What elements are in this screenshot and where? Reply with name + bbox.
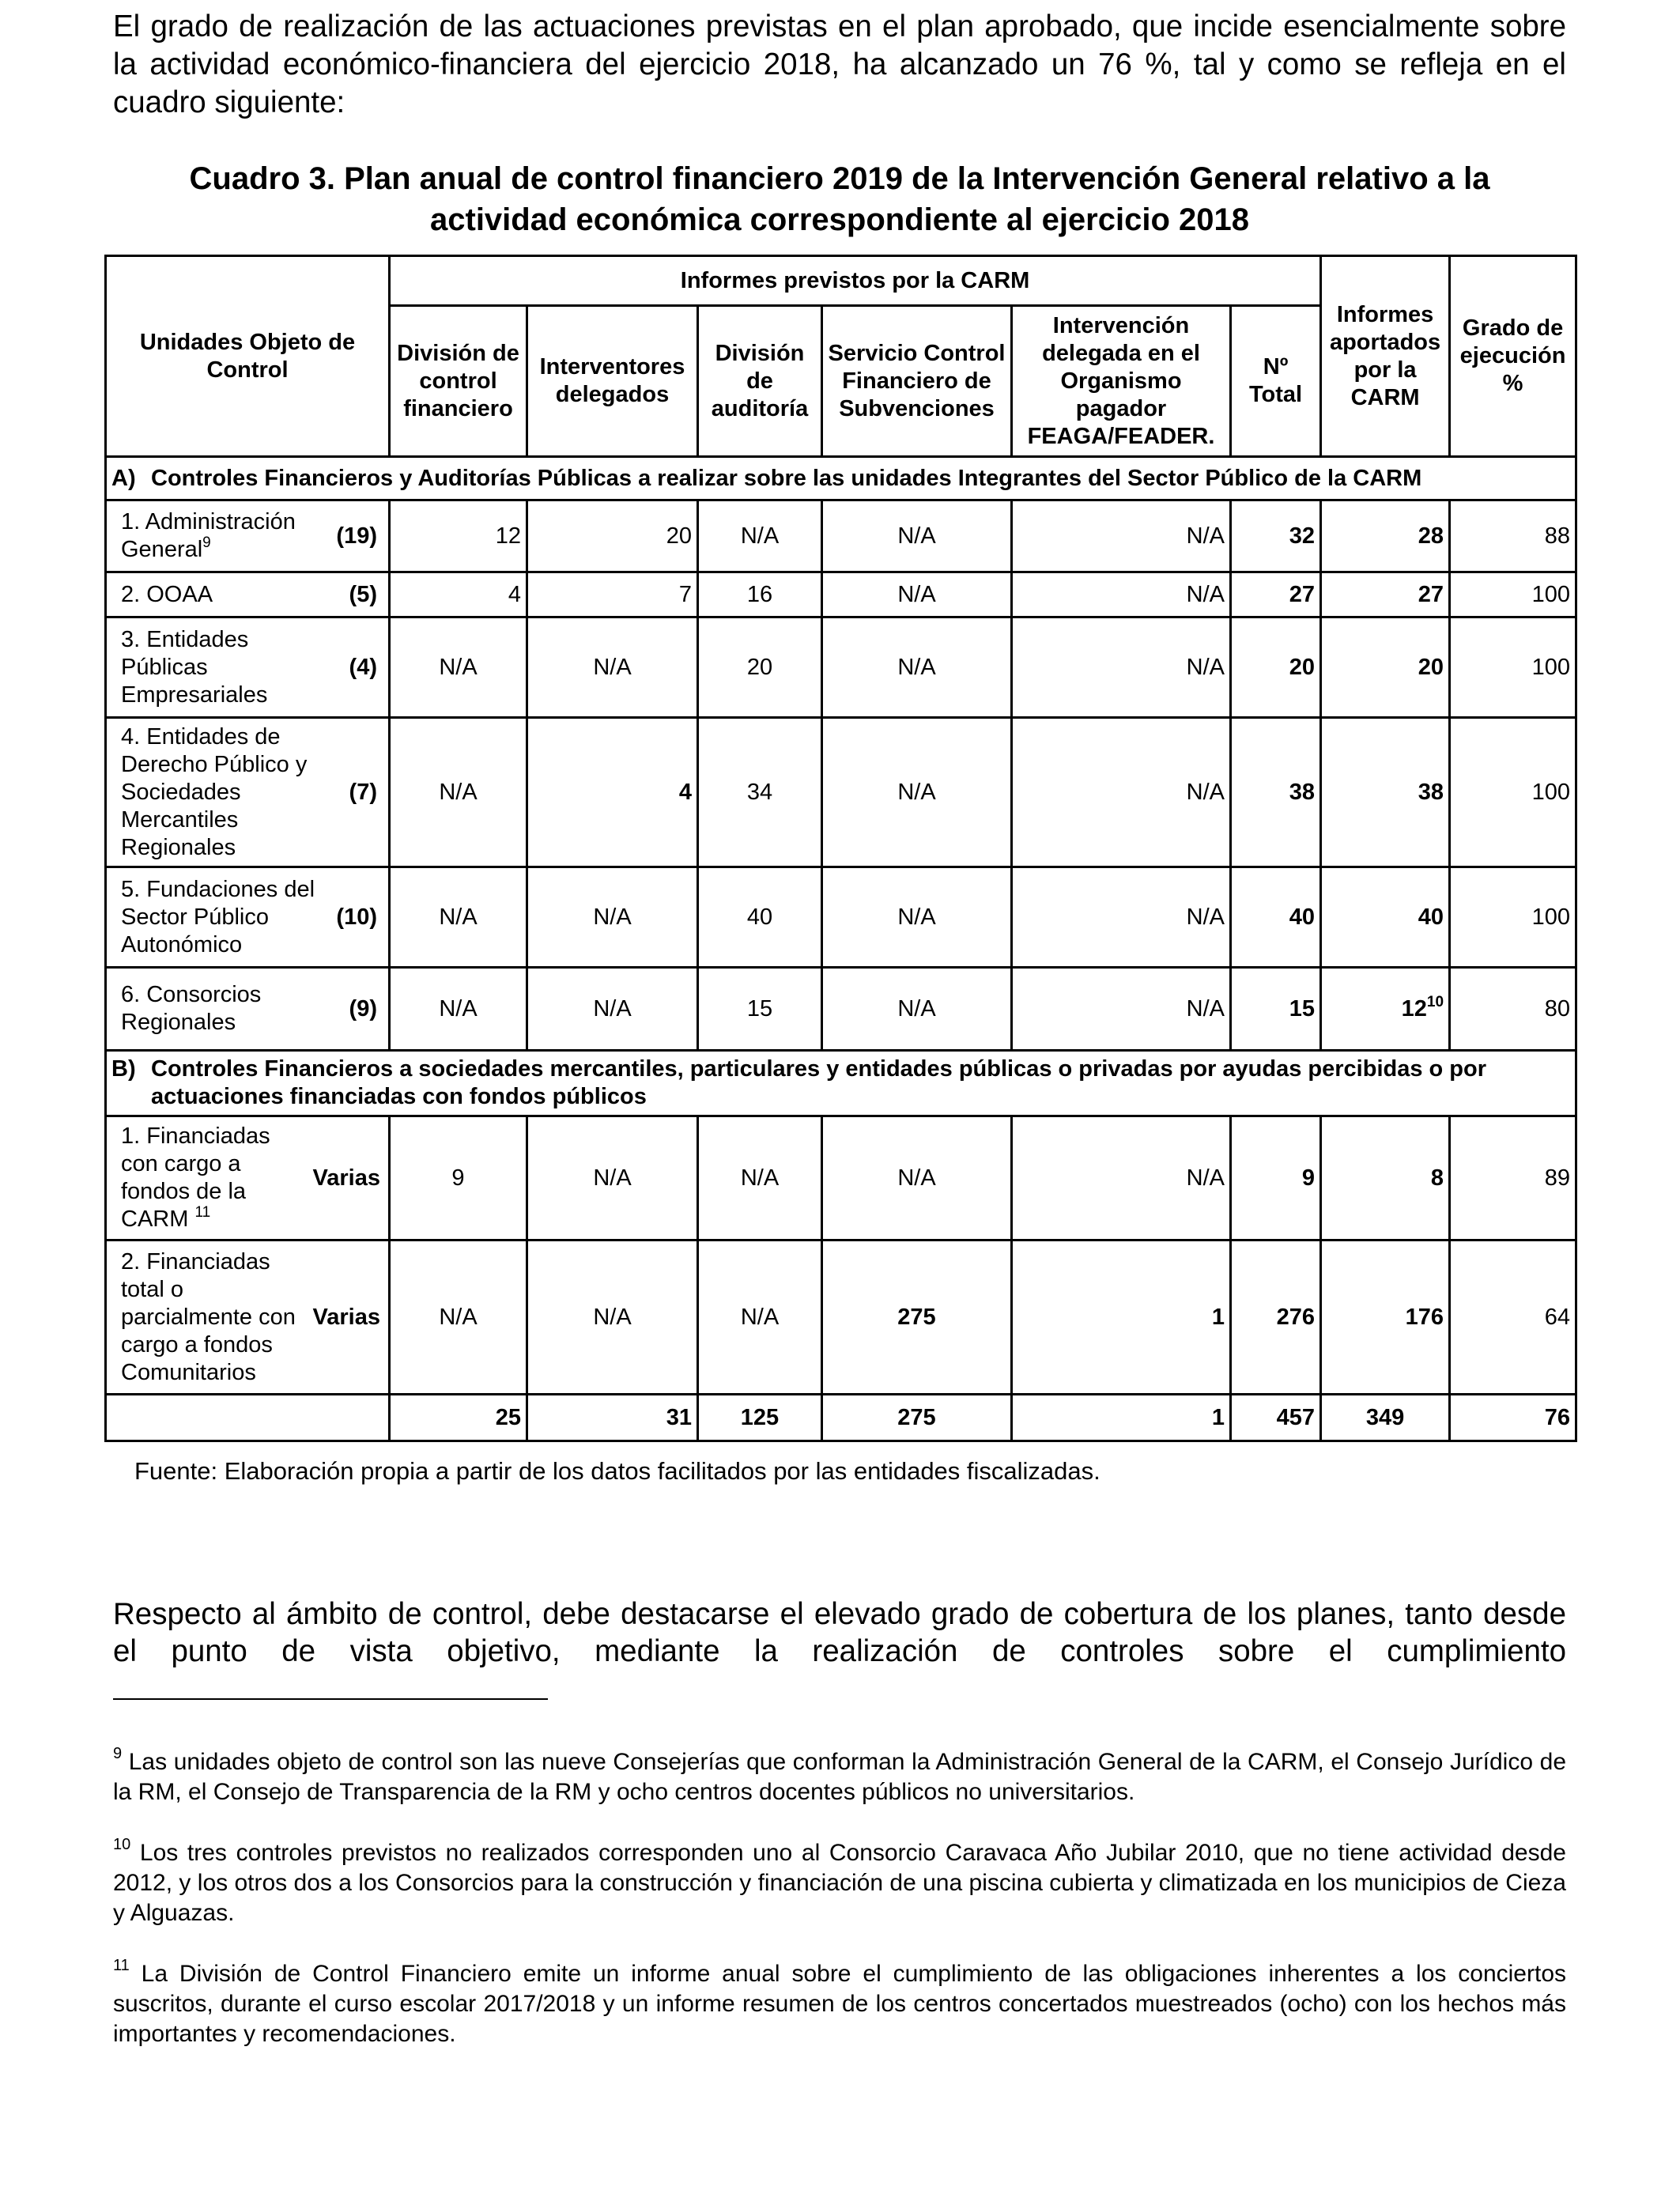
unit-name: 3. Entidades Públicas Empresariales xyxy=(121,626,268,708)
cell-division-auditoria: N/A xyxy=(698,1240,822,1395)
cell-grado: 100 xyxy=(1450,867,1576,968)
header-total: Nº Total xyxy=(1231,306,1321,457)
table-row xyxy=(106,617,1576,718)
section-a-text: Controles Financieros y Auditorías Públicas a realizar sobre las unidades Integrantes del Sector Público de la CARM xyxy=(151,465,1422,491)
unit-cell xyxy=(106,617,390,718)
caption-line-2: actividad económica correspondiente al ejercicio 2018 xyxy=(430,202,1249,237)
cell-intervencion: N/A xyxy=(1012,968,1231,1051)
unit-count: Varias xyxy=(312,1165,380,1191)
cell-grado: 88 xyxy=(1450,500,1576,572)
section-b-text: Controles Financieros a sociedades mercantiles, particulares y entidades públicas o privadas por ayudas percibidas o por actuaciones financiadas con fondos públicos xyxy=(151,1056,1487,1109)
cell-total: 20 xyxy=(1231,617,1321,718)
cell-interventores: N/A xyxy=(527,867,698,968)
cell-division-control: 12 xyxy=(390,500,527,572)
header-division-auditoria: División de auditoría xyxy=(698,306,822,457)
unit-count: (19) xyxy=(336,523,377,549)
cell-division-control: 4 xyxy=(390,572,527,617)
unit-name: 2. OOAA xyxy=(121,581,213,607)
footnote-ref-11: 11 xyxy=(194,1204,211,1221)
total-grado: 76 xyxy=(1450,1395,1576,1441)
cell-servicio: N/A xyxy=(822,500,1012,572)
section-b-label: B) xyxy=(111,1056,136,1082)
footnote-number: 11 xyxy=(113,1957,130,1974)
header-row-1 xyxy=(106,256,1576,306)
table-row xyxy=(106,1116,1576,1240)
section-a xyxy=(106,457,1576,500)
unit-name: 1. Administración General$^9$ xyxy=(121,509,296,562)
cell-aportados: 27 xyxy=(1321,572,1450,617)
cell-total: 9 xyxy=(1231,1116,1321,1240)
cell-intervencion: 1 xyxy=(1012,1240,1231,1395)
unit-cell xyxy=(106,572,390,617)
cell-aportados: 40 xyxy=(1321,867,1450,968)
header-informes-aportados: Informes aportados por la CARM xyxy=(1321,256,1450,457)
cell-intervencion: N/A xyxy=(1012,718,1231,867)
footnote-10 xyxy=(113,1838,1566,1928)
cell-total: 276 xyxy=(1231,1240,1321,1395)
unit-count: (7) xyxy=(349,779,377,805)
body-paragraph: Respecto al ámbito de control, debe destacarse el elevado grado de cobertura de los planes, tanto desde el punto de vista objetivo, mediante la realización de controles sobre el cumplimiento xyxy=(113,1597,1566,1668)
total-intervencion: 1 xyxy=(1012,1395,1231,1441)
cell-interventores: N/A xyxy=(527,617,698,718)
cell-servicio: N/A xyxy=(822,617,1012,718)
header-interventores: Interventores delegados xyxy=(527,306,698,457)
cell-intervencion: N/A xyxy=(1012,572,1231,617)
section-b xyxy=(106,1051,1576,1116)
cell-division-auditoria: 15 xyxy=(698,968,822,1051)
cell-intervencion: N/A xyxy=(1012,867,1231,968)
cell-division-control: N/A xyxy=(390,968,527,1051)
cell-intervencion: N/A xyxy=(1012,617,1231,718)
cell-interventores: 4 xyxy=(527,718,698,867)
header-servicio-control: Servicio Control Financiero de Subvenciones xyxy=(822,306,1012,457)
cell-division-auditoria: 20 xyxy=(698,617,822,718)
cell-grado: 100 xyxy=(1450,572,1576,617)
section-a-row xyxy=(106,457,1576,500)
total-interventores: 31 xyxy=(527,1395,698,1441)
total-total: 457 xyxy=(1231,1395,1321,1441)
caption-line-1: Cuadro 3. Plan anual de control financiero 2019 de la Intervención General relativo a la xyxy=(189,161,1490,196)
unit-cell xyxy=(106,718,390,867)
table-row xyxy=(106,572,1576,617)
cell-aportados: 176 xyxy=(1321,1240,1450,1395)
total-division-control: 25 xyxy=(390,1395,527,1441)
header-intervencion-delegada: Intervención delegada en el Organismo pagador FEAGA/FEADER. xyxy=(1012,306,1231,457)
cell-aportados: 38 xyxy=(1321,718,1450,867)
cell-division-auditoria: N/A xyxy=(698,1116,822,1240)
cell-aportados: 8 xyxy=(1321,1116,1450,1240)
footnote-divider xyxy=(113,1698,548,1700)
header-informes-previstos: Informes previstos por la CARM xyxy=(390,256,1321,306)
unit-cell xyxy=(106,1240,390,1395)
total-aportados: 349 xyxy=(1321,1395,1450,1441)
cell-division-control: N/A xyxy=(390,1240,527,1395)
table-row xyxy=(106,718,1576,867)
totals-row xyxy=(106,1395,1576,1441)
unit-name: 6. Consorcios Regionales xyxy=(121,982,262,1035)
cell-interventores: 20 xyxy=(527,500,698,572)
cell-aportados: 20 xyxy=(1321,617,1450,718)
section-b-row xyxy=(106,1051,1576,1116)
cell-servicio: N/A xyxy=(822,572,1012,617)
footnote-text: La División de Control Financiero emite un informe anual sobre el cumplimiento de las obligaciones inherentes a los conciertos suscritos, durante el curso escolar 2017/2018 y un informe resumen de los centros concertados muestreados (ocho) con los hechos más importantes y recomendaciones. xyxy=(113,1961,1567,2047)
unit-name: 4. Entidades de Derecho Público y Sociedades Mercantiles Regionales xyxy=(121,723,308,860)
footnote-ref-9: 9 xyxy=(202,534,211,551)
header-grado-ejecucion: Grado de ejecución % xyxy=(1450,256,1576,457)
unit-cell xyxy=(106,1116,390,1240)
cell-aportados: $12^{10}$ xyxy=(1321,968,1450,1051)
cell-intervencion: N/A xyxy=(1012,500,1231,572)
table-row xyxy=(106,867,1576,968)
total-division-auditoria: 125 xyxy=(698,1395,822,1441)
table-caption xyxy=(113,158,1566,240)
footnote-number: 9 xyxy=(113,1745,123,1762)
cell-servicio: N/A xyxy=(822,968,1012,1051)
footnote-ref-10: 10 xyxy=(1426,993,1444,1010)
unit-count: (10) xyxy=(336,904,377,930)
cell-division-control: 9 xyxy=(390,1116,527,1240)
total-servicio: 275 xyxy=(822,1395,1012,1441)
cell-total: 15 xyxy=(1231,968,1321,1051)
intro-paragraph: El grado de realización de las actuaciones previstas en el plan aprobado, que incide esencialmente sobre la actividad económico-financiera del ejercicio 2018, ha alcanzado un 76 %, tal y como se refleja en el cuadro siguiente: xyxy=(113,9,1566,119)
cell-division-auditoria: 16 xyxy=(698,572,822,617)
unit-count: (4) xyxy=(349,654,377,680)
cell-interventores: N/A xyxy=(527,968,698,1051)
control-plan-table xyxy=(104,255,1577,1442)
unit-name: 2. Financiadas total o parcialmente con cargo a fondos Comunitarios xyxy=(121,1248,296,1385)
unit-count: (9) xyxy=(349,995,377,1021)
header-unidades: Unidades Objeto de Control xyxy=(106,256,390,457)
table-source: Fuente: Elaboración propia a partir de los datos facilitados por las entidades fiscalizadas. xyxy=(134,1457,1100,1485)
unit-name: 1. Financiadas con cargo a fondos de la CARM $^{11}$ xyxy=(121,1123,270,1232)
cell-division-auditoria: 34 xyxy=(698,718,822,867)
footnote-number: 10 xyxy=(113,1836,131,1853)
footnote-11 xyxy=(113,1959,1566,2049)
unit-count: (5) xyxy=(349,581,377,607)
totals-label-cell xyxy=(106,1395,390,1441)
cell-total: 27 xyxy=(1231,572,1321,617)
cell-servicio: N/A xyxy=(822,1116,1012,1240)
cell-division-control: N/A xyxy=(390,867,527,968)
table-row xyxy=(106,500,1576,572)
cell-grado: 89 xyxy=(1450,1116,1576,1240)
unit-cell xyxy=(106,500,390,572)
unit-count: Varias xyxy=(312,1304,380,1330)
footnote-text: Las unidades objeto de control son las nueve Consejerías que conforman la Administración General de la CARM, el Consejo Jurídico de la RM, el Consejo de Transparencia de la RM y ocho centros docentes públicos no universitarios. xyxy=(113,1749,1567,1805)
cell-division-control: N/A xyxy=(390,718,527,867)
cell-interventores: N/A xyxy=(527,1116,698,1240)
cell-total: 32 xyxy=(1231,500,1321,572)
cell-servicio: 275 xyxy=(822,1240,1012,1395)
cell-servicio: N/A xyxy=(822,867,1012,968)
cell-division-control: N/A xyxy=(390,617,527,718)
cell-interventores: N/A xyxy=(527,1240,698,1395)
table-row xyxy=(106,968,1576,1051)
cell-grado: 64 xyxy=(1450,1240,1576,1395)
footnote-text: Los tres controles previstos no realizados corresponden uno al Consorcio Caravaca Año Jubilar 2010, que no tiene actividad desde 2012, y los otros dos a los Consorcios para la construcción y financiación de una piscina cubierta y climatizada en los municipios de Cieza y Alguazas. xyxy=(113,1840,1566,1926)
unit-cell xyxy=(106,867,390,968)
cell-total: 40 xyxy=(1231,867,1321,968)
cell-intervencion: N/A xyxy=(1012,1116,1231,1240)
unit-cell xyxy=(106,968,390,1051)
cell-grado: 100 xyxy=(1450,718,1576,867)
cell-grado: 100 xyxy=(1450,617,1576,718)
cell-aportados: 28 xyxy=(1321,500,1450,572)
header-division-control: División de control financiero xyxy=(390,306,527,457)
table-row xyxy=(106,1240,1576,1395)
cell-servicio: N/A xyxy=(822,718,1012,867)
section-a-label: A) xyxy=(111,465,136,491)
cell-division-auditoria: N/A xyxy=(698,500,822,572)
cell-grado: 80 xyxy=(1450,968,1576,1051)
cell-division-auditoria: 40 xyxy=(698,867,822,968)
footnote-9 xyxy=(113,1747,1566,1807)
cell-total: 38 xyxy=(1231,718,1321,867)
unit-name: 5. Fundaciones del Sector Público Autonómico xyxy=(121,876,315,957)
cell-interventores: 7 xyxy=(527,572,698,617)
